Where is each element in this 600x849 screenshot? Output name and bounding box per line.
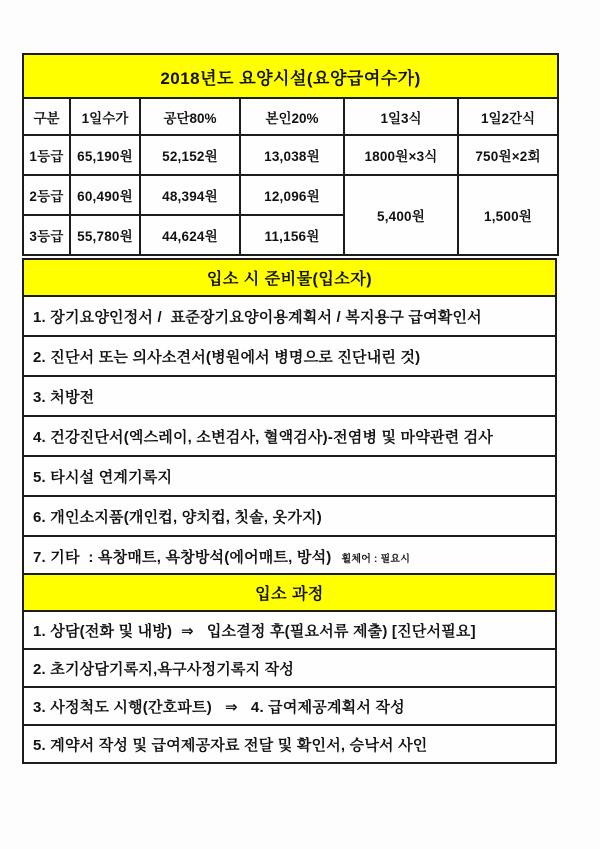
- table-row: [23, 376, 556, 416]
- daily-rate: 55,780원: [70, 215, 140, 255]
- checklist-table: [22, 258, 557, 577]
- fund-share: 48,394원: [140, 175, 240, 215]
- table-row: [23, 456, 556, 496]
- table-row: [23, 175, 558, 215]
- column-header-self20: 본인20%: [240, 98, 344, 135]
- table-row: [23, 259, 556, 296]
- table-row: [23, 725, 556, 763]
- checklist-item: 4. 건강진단서(엑스레이, 소변검사, 혈액검사)-전염병 및 마약관련 검사: [23, 416, 556, 456]
- self-share: 12,096원: [240, 175, 344, 215]
- checklist-item: [23, 536, 556, 576]
- table-row: [23, 574, 556, 611]
- checklist-item-text: 7. 기타 : 욕창매트, 욕창방석(에어매트, 방석): [33, 548, 332, 566]
- checklist-item: 5. 타시설 연계기록지: [23, 456, 556, 496]
- process-table: [22, 573, 557, 764]
- column-header-snacks: 1일2간식: [458, 98, 558, 135]
- grade-label: 3등급: [23, 215, 70, 255]
- column-header-fund80: 공단80%: [140, 98, 240, 135]
- process-step: 2. 초기상담기록지,욕구사정기록지 작성: [23, 649, 556, 687]
- fund-share: 44,624원: [140, 215, 240, 255]
- checklist-item: 1. 장기요양인정서 / 표준장기요양이용계획서 / 복지용구 급여확인서: [23, 296, 556, 336]
- checklist-item: 2. 진단서 또는 의사소견서(병원에서 병명으로 진단내린 것): [23, 336, 556, 376]
- table-row: [23, 54, 558, 98]
- process-title: 입소 과정: [23, 574, 556, 611]
- fee-table: [22, 53, 559, 256]
- table-row: [23, 98, 558, 135]
- meal-cost-merged: 5,400원: [344, 175, 458, 255]
- table-row: [23, 496, 556, 536]
- table-row: [23, 296, 556, 336]
- wheelchair-note: 휠체어 : 필요시: [341, 553, 411, 565]
- snack-cost: 750원×2회: [458, 135, 558, 175]
- fund-share: 52,152원: [140, 135, 240, 175]
- column-header-daily: 1일수가: [70, 98, 140, 135]
- grade-label: 1등급: [23, 135, 70, 175]
- table-row: [23, 687, 556, 725]
- self-share: 13,038원: [240, 135, 344, 175]
- table-row: [23, 336, 556, 376]
- table-row: [23, 536, 556, 576]
- self-share: 11,156원: [240, 215, 344, 255]
- checklist-title: 입소 시 준비물(입소자): [23, 259, 556, 296]
- table-row: [23, 135, 558, 175]
- table-row: [23, 649, 556, 687]
- table-row: [23, 416, 556, 456]
- checklist-item: 6. 개인소지품(개인컵, 양치컵, 칫솔, 옷가지): [23, 496, 556, 536]
- daily-rate: 60,490원: [70, 175, 140, 215]
- fee-table-title: 2018년도 요양시설(요양급여수가): [23, 54, 558, 98]
- process-step: 5. 계약서 작성 및 급여제공자료 전달 및 확인서, 승낙서 사인: [23, 725, 556, 763]
- column-header-meals: 1일3식: [344, 98, 458, 135]
- meal-cost: 1800원×3식: [344, 135, 458, 175]
- process-step: 3. 사정척도 시행(간호파트) ⇒ 4. 급여제공계획서 작성: [23, 687, 556, 725]
- process-step: 1. 상담(전화 및 내방) ⇒ 입소결정 후(필요서류 제출) [진단서필요]: [23, 611, 556, 649]
- daily-rate: 65,190원: [70, 135, 140, 175]
- column-header-gubun: 구분: [23, 98, 70, 135]
- checklist-item: 3. 처방전: [23, 376, 556, 416]
- grade-label: 2등급: [23, 175, 70, 215]
- table-row: [23, 611, 556, 649]
- snack-cost-merged: 1,500원: [458, 175, 558, 255]
